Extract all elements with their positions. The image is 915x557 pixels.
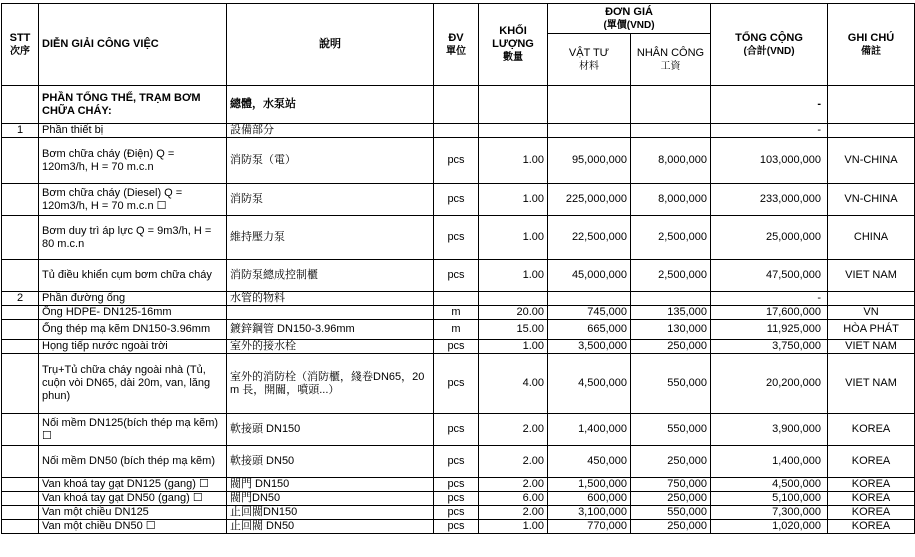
unit-cell: [434, 292, 479, 306]
labor-price-cell: 2,500,000: [631, 216, 711, 260]
quantity-cell: 1.00: [479, 184, 548, 216]
stt-cell: [2, 306, 39, 320]
labor-price-cell: 550,000: [631, 506, 711, 520]
unit-cell: pcs: [434, 492, 479, 506]
quantity-cell: 2.00: [479, 414, 548, 446]
description-cn-cell: 消防泵: [227, 184, 434, 216]
total-cell: 20,200,000: [711, 354, 828, 414]
note-cell: VIET NAM: [828, 354, 915, 414]
note-cell: [828, 86, 915, 124]
quantity-cell: 15.00: [479, 320, 548, 340]
header-total: TỔNG CỘNG (合計(VND): [711, 4, 828, 86]
note-cell: HÒA PHÁT: [828, 320, 915, 340]
labor-price-cell: [631, 292, 711, 306]
header-stt: STT 次序: [2, 4, 39, 86]
table-row: [2, 260, 915, 292]
stt-cell: [2, 260, 39, 292]
material-price-cell: 1,500,000: [548, 478, 631, 492]
note-cell: [828, 292, 915, 306]
table-row: [2, 446, 915, 478]
section-row: [2, 124, 915, 138]
stt-cell: [2, 340, 39, 354]
labor-price-cell: [631, 124, 711, 138]
unit-cell: [434, 124, 479, 138]
description-cell: Bơm duy trì áp lực Q = 9m3/h, H = 80 m.c.n: [39, 216, 227, 260]
note-cell: VN-CHINA: [828, 138, 915, 184]
labor-price-cell: 135,000: [631, 306, 711, 320]
description-cell: Họng tiếp nước ngoài trời: [39, 340, 227, 354]
stt-cell: [2, 320, 39, 340]
labor-price-cell: 250,000: [631, 446, 711, 478]
description-cn-cell: 閥門 DN150: [227, 478, 434, 492]
description-cell: Bơm chữa cháy (Diesel) Q = 120m3/h, H = 70 m.c.n ☐: [39, 184, 227, 216]
table-row: [2, 354, 915, 414]
header-unit: ĐV 單位: [434, 4, 479, 86]
section-row: [2, 292, 915, 306]
labor-price-cell: 250,000: [631, 492, 711, 506]
quantity-cell: 1.00: [479, 340, 548, 354]
unit-cell: [434, 86, 479, 124]
description-cn-cell: 止回閥 DN50: [227, 520, 434, 534]
total-cell: 47,500,000: [711, 260, 828, 292]
material-price-cell: 745,000: [548, 306, 631, 320]
total-cell: 11,925,000: [711, 320, 828, 340]
material-price-cell: [548, 292, 631, 306]
note-cell: VN-CHINA: [828, 184, 915, 216]
total-cell: 1,020,000: [711, 520, 828, 534]
header-labor: NHÂN CÔNG 工資: [631, 34, 711, 86]
description-cn-cell: 消防泵（電）: [227, 138, 434, 184]
quantity-cell: 4.00: [479, 354, 548, 414]
description-cell: PHẦN TỔNG THỂ, TRẠM BƠM CHỮA CHÁY:: [39, 86, 227, 124]
quantity-cell: [479, 124, 548, 138]
total-cell: -: [711, 86, 828, 124]
description-cell: Nối mềm DN50 (bích thép mạ kẽm): [39, 446, 227, 478]
quantity-cell: 2.00: [479, 506, 548, 520]
note-cell: KOREA: [828, 520, 915, 534]
total-cell: -: [711, 124, 828, 138]
total-cell: -: [711, 292, 828, 306]
description-cn-cell: 設備部分: [227, 124, 434, 138]
unit-cell: pcs: [434, 414, 479, 446]
stt-cell: [2, 446, 39, 478]
description-cell: Ống thép mạ kẽm DN150-3.96mm: [39, 320, 227, 340]
description-cn-cell: 軟接頭 DN50: [227, 446, 434, 478]
note-cell: CHINA: [828, 216, 915, 260]
labor-price-cell: 750,000: [631, 478, 711, 492]
stt-cell: 1: [2, 124, 39, 138]
quantity-cell: 2.00: [479, 446, 548, 478]
description-cell: Bơm chữa cháy (Điện) Q = 120m3/h, H = 70 m.c.n: [39, 138, 227, 184]
material-price-cell: 3,500,000: [548, 340, 631, 354]
quantity-cell: 6.00: [479, 492, 548, 506]
unit-cell: pcs: [434, 138, 479, 184]
labor-price-cell: 250,000: [631, 520, 711, 534]
description-cell: Tủ điều khiển cụm bơm chữa cháy: [39, 260, 227, 292]
description-cell: Van một chiều DN125: [39, 506, 227, 520]
description-cell: Van một chiều DN50 ☐: [39, 520, 227, 534]
header-material: VẬT TƯ 材料: [548, 34, 631, 86]
material-price-cell: [548, 86, 631, 124]
description-cn-cell: 止回閥DN150: [227, 506, 434, 520]
labor-price-cell: 550,000: [631, 414, 711, 446]
quantity-cell: [479, 86, 548, 124]
unit-cell: pcs: [434, 506, 479, 520]
note-cell: [828, 124, 915, 138]
table-row: [2, 216, 915, 260]
quantity-cell: 2.00: [479, 478, 548, 492]
labor-price-cell: 550,000: [631, 354, 711, 414]
material-price-cell: 225,000,000: [548, 184, 631, 216]
description-cn-cell: 總體，水泵站: [227, 86, 434, 124]
stt-cell: [2, 184, 39, 216]
stt-cell: [2, 86, 39, 124]
table-row: [2, 506, 915, 520]
description-cn-cell: 室外的消防栓（消防櫃，綫卷DN65，20 m 長，開關，噴頭...）: [227, 354, 434, 414]
stt-cell: [2, 414, 39, 446]
description-cell: Phần đường ống: [39, 292, 227, 306]
note-cell: KOREA: [828, 478, 915, 492]
total-cell: 7,300,000: [711, 506, 828, 520]
note-cell: KOREA: [828, 506, 915, 520]
material-price-cell: 45,000,000: [548, 260, 631, 292]
description-cn-cell: 軟接頭 DN150: [227, 414, 434, 446]
unit-cell: pcs: [434, 260, 479, 292]
material-price-cell: 770,000: [548, 520, 631, 534]
description-cell: Phần thiết bị: [39, 124, 227, 138]
description-cn-cell: 閥門DN50: [227, 492, 434, 506]
unit-cell: m: [434, 320, 479, 340]
table-row: [2, 138, 915, 184]
unit-cell: pcs: [434, 354, 479, 414]
material-price-cell: 1,400,000: [548, 414, 631, 446]
title-row: [2, 86, 915, 124]
description-cn-cell: 水管的物料: [227, 292, 434, 306]
note-cell: VIET NAM: [828, 260, 915, 292]
header-note: GHI CHÚ 備註: [828, 4, 915, 86]
material-price-cell: 3,100,000: [548, 506, 631, 520]
description-cell: Van khoá tay gạt DN50 (gang) ☐: [39, 492, 227, 506]
labor-price-cell: 2,500,000: [631, 260, 711, 292]
table-row: [2, 320, 915, 340]
stt-cell: [2, 478, 39, 492]
unit-cell: pcs: [434, 520, 479, 534]
unit-cell: pcs: [434, 478, 479, 492]
quantity-cell: 1.00: [479, 520, 548, 534]
table-body: [2, 86, 915, 534]
quantity-cell: 1.00: [479, 216, 548, 260]
labor-price-cell: 250,000: [631, 340, 711, 354]
stt-cell: [2, 506, 39, 520]
note-cell: VN: [828, 306, 915, 320]
material-price-cell: [548, 124, 631, 138]
material-price-cell: 665,000: [548, 320, 631, 340]
quantity-cell: 20.00: [479, 306, 548, 320]
table-row: [2, 520, 915, 534]
table-row: [2, 306, 915, 320]
total-cell: 1,400,000: [711, 446, 828, 478]
total-cell: 103,000,000: [711, 138, 828, 184]
table-row: [2, 492, 915, 506]
note-cell: KOREA: [828, 446, 915, 478]
table-row: [2, 184, 915, 216]
note-cell: VIET NAM: [828, 340, 915, 354]
labor-price-cell: 8,000,000: [631, 138, 711, 184]
stt-cell: [2, 354, 39, 414]
table-row: [2, 478, 915, 492]
description-cell: Trụ+Tủ chữa cháy ngoài nhà (Tủ, cuộn vòi DN65, dài 20m, van, lăng phun): [39, 354, 227, 414]
total-cell: 17,600,000: [711, 306, 828, 320]
material-price-cell: 600,000: [548, 492, 631, 506]
total-cell: 3,750,000: [711, 340, 828, 354]
quantity-cell: [479, 292, 548, 306]
stt-cell: [2, 216, 39, 260]
unit-cell: m: [434, 306, 479, 320]
labor-price-cell: 8,000,000: [631, 184, 711, 216]
description-cn-cell: 鍍鋅鋼管 DN150-3.96mm: [227, 320, 434, 340]
material-price-cell: 22,500,000: [548, 216, 631, 260]
description-cn-cell: [227, 306, 434, 320]
quotation-table: [1, 3, 915, 534]
total-cell: 25,000,000: [711, 216, 828, 260]
quantity-cell: 1.00: [479, 260, 548, 292]
description-cn-cell: 室外的接水栓: [227, 340, 434, 354]
description-cell: Ống HDPE- DN125-16mm: [39, 306, 227, 320]
stt-cell: [2, 520, 39, 534]
header-description-cn: 說明: [227, 4, 434, 86]
quantity-cell: 1.00: [479, 138, 548, 184]
material-price-cell: 450,000: [548, 446, 631, 478]
total-cell: 233,000,000: [711, 184, 828, 216]
total-cell: 3,900,000: [711, 414, 828, 446]
material-price-cell: 4,500,000: [548, 354, 631, 414]
stt-cell: [2, 492, 39, 506]
total-cell: 5,100,000: [711, 492, 828, 506]
material-price-cell: 95,000,000: [548, 138, 631, 184]
header-description: DIỄN GIẢI CÔNG VIỆC: [39, 4, 227, 86]
note-cell: KOREA: [828, 492, 915, 506]
note-cell: KOREA: [828, 414, 915, 446]
total-cell: 4,500,000: [711, 478, 828, 492]
unit-cell: pcs: [434, 216, 479, 260]
description-cell: Nối mềm DN125(bích thép mạ kẽm) ☐: [39, 414, 227, 446]
unit-cell: pcs: [434, 340, 479, 354]
description-cn-cell: 消防泵總成控制櫃: [227, 260, 434, 292]
table-row: [2, 414, 915, 446]
description-cn-cell: 維持壓力泵: [227, 216, 434, 260]
stt-cell: [2, 138, 39, 184]
stt-cell: 2: [2, 292, 39, 306]
description-cell: Van khoá tay gạt DN125 (gang) ☐: [39, 478, 227, 492]
header-unit-price: ĐƠN GIÁ (單價(VND): [548, 4, 711, 34]
unit-cell: pcs: [434, 184, 479, 216]
header-quantity: KHỐI LƯỢNG 數量: [479, 4, 548, 86]
labor-price-cell: [631, 86, 711, 124]
unit-cell: pcs: [434, 446, 479, 478]
labor-price-cell: 130,000: [631, 320, 711, 340]
table-row: [2, 340, 915, 354]
